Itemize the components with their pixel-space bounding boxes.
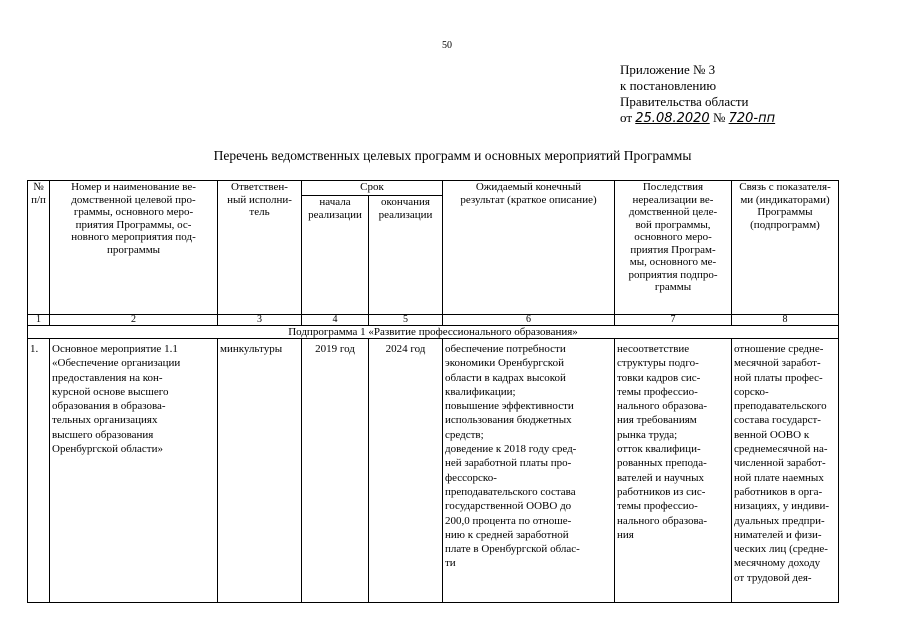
cell-line: отношение средне- [734,343,824,355]
column-number: 2 [50,315,218,326]
row-responsible: минкультуры [218,339,302,603]
cell-line: Номер и наименование ве- [71,181,196,193]
cell-line: нимателей и физи- [734,528,822,541]
cell-line: предоставления на кон- [52,371,163,384]
cell-line: домственной целевой про- [71,193,196,206]
cell-line: нию к средней заработной [445,528,569,541]
cell-line: Связь с показателя- [739,181,831,193]
cell-line: ной платы профес- [734,371,823,384]
header-consequences [615,181,732,315]
row-start: 2019 год [302,339,369,603]
cell-line: основного меро- [634,231,712,243]
cell-line: преподавательского [734,400,827,413]
cell-line: рованных препода- [617,457,707,470]
row-name [50,339,218,603]
handwritten-number: 720-пп [728,111,776,126]
cell-line: использования бюджетных [445,414,572,427]
cell-line: структуры подго- [617,357,699,370]
from-label: от [620,110,633,125]
header-num [28,181,50,315]
cell-line: ный исполни- [227,193,292,206]
cell-line: квалификации; [445,385,516,398]
programs-table [27,180,839,603]
row-end: 2024 год [369,339,443,603]
cell-line: плате в Оренбургской облас- [445,543,580,556]
appendix-line-2: к постановлению [620,78,717,93]
cell-line: работников в орга- [734,485,823,498]
cell-line: «Обеспечение организации [52,357,181,370]
cell-line: домственной целе- [628,206,718,218]
cell-line: новного мероприятия под- [71,231,196,243]
cell-line: фессорско- [445,471,497,484]
cell-line: темы профессио- [617,500,698,513]
cell-line: реализации [308,208,362,221]
column-number: 1 [28,315,50,326]
cell-line: экономики Оренбургской [445,357,564,370]
header-end [369,196,443,315]
cell-line: ния требованиям [617,414,697,427]
cell-line: Ответствен- [231,181,288,193]
column-number: 6 [443,315,615,326]
header-term: Срок [302,181,443,196]
cell-line: ной плате наемных [734,471,824,484]
column-number: 8 [732,315,839,326]
cell-line: несоответствие [617,343,690,355]
cell-line: мы, основного ме- [629,256,717,268]
row-link [732,339,839,603]
cell-line: дуальных предпри- [734,514,825,527]
header-responsible [218,181,302,315]
cell-line: ней заработной платы про- [445,457,572,470]
cell-line: Оренбургской области» [52,443,163,456]
cell-line: реализации [378,208,433,221]
cell-line: Основное мероприятие 1.1 [52,343,178,355]
table-row [28,339,839,603]
header-link [732,181,839,315]
row-num: 1. [28,339,50,603]
cell-line: роприятия подпро- [628,268,718,281]
cell-line: вой программы, [635,218,711,231]
cell-line: программы [106,243,161,256]
cell-line: рынка труда; [617,428,678,441]
page-number: 50 [442,40,452,51]
cell-line: сорско- [734,385,769,398]
appendix-date-line [620,110,775,127]
cell-line: высшего образования [52,428,154,441]
cell-line: обеспечение потребности [445,343,566,355]
cell-line: темы профессио- [617,385,698,398]
cell-line: государственной ООВО до [445,500,572,513]
cell-line: п/п [31,193,46,206]
cell-line: Программы [757,206,813,218]
cell-line: Последствия [642,181,704,193]
cell-line: работников из сис- [617,485,706,498]
cell-line: ния [617,528,634,541]
appendix-line-1: Приложение № 3 [620,62,716,77]
cell-line: нального образова- [617,400,708,413]
appendix-line-3: Правительства области [620,94,749,109]
column-number: 3 [218,315,302,326]
column-number: 5 [369,315,443,326]
cell-line: от трудовой дея- [734,571,812,584]
column-numbers-row [28,315,839,326]
cell-line: Ожидаемый конечный [475,181,582,193]
cell-line: (подпрограмм) [750,218,820,231]
cell-line: доведение к 2018 году сред- [445,443,577,456]
row-consequences [615,339,732,603]
cell-line: преподавательского состава [445,485,576,498]
cell-line: венной ООВО к [734,428,810,441]
cell-line: численной заработ- [734,457,826,470]
cell-line: тельных организациях [52,414,158,427]
cell-line: приятия Программы, ос- [75,218,192,231]
cell-line: образования в образова- [52,400,166,413]
cell-line: результат (краткое описание) [460,193,597,206]
header-result [443,181,615,315]
cell-line: ческих лиц (средне- [734,543,828,556]
cell-line: окончания [381,196,430,208]
cell-line: тель [249,206,270,218]
handwritten-date: 25.08.2020 [635,111,710,126]
appendix-block [620,62,775,127]
document-title: Перечень ведомственных целевых программ и основных мероприятий Программы [213,148,692,163]
cell-line: среднемесячной на- [734,443,828,456]
subprogram-heading: Подпрограмма 1 «Развитие профессионального образования» [28,326,839,339]
cell-line: товки кадров сис- [617,371,701,384]
cell-line: области в кадрах высокой [445,371,566,384]
header-start [302,196,369,315]
cell-line: месячному доходу [734,557,821,570]
cell-line: нального образова- [617,514,708,527]
cell-line: ми (индикаторами) [740,193,830,206]
cell-line: состава государст- [734,414,821,427]
cell-line: нереализации ве- [632,193,714,206]
cell-line: вателей и научных [617,471,705,484]
cell-line: средств; [445,428,484,441]
cell-line: ти [445,557,456,570]
cell-line: курсной основе высшего [52,385,169,398]
cell-line: начала [319,196,351,208]
cell-line: приятия Програм- [630,243,716,256]
cell-line: месячной заработ- [734,357,821,370]
header-name [50,181,218,315]
cell-line: отток квалифици- [617,443,701,456]
number-label: № [712,110,726,125]
cell-line: повышение эффективности [445,400,574,413]
cell-line: № [33,181,44,193]
cell-line: 200,0 процента по отноше- [445,514,572,527]
cell-line: низациях, у индиви- [734,500,830,513]
cell-line: граммы [654,281,692,293]
cell-line: граммы, основного меро- [73,206,194,218]
row-result [443,339,615,603]
column-number: 7 [615,315,732,326]
column-number: 4 [302,315,369,326]
